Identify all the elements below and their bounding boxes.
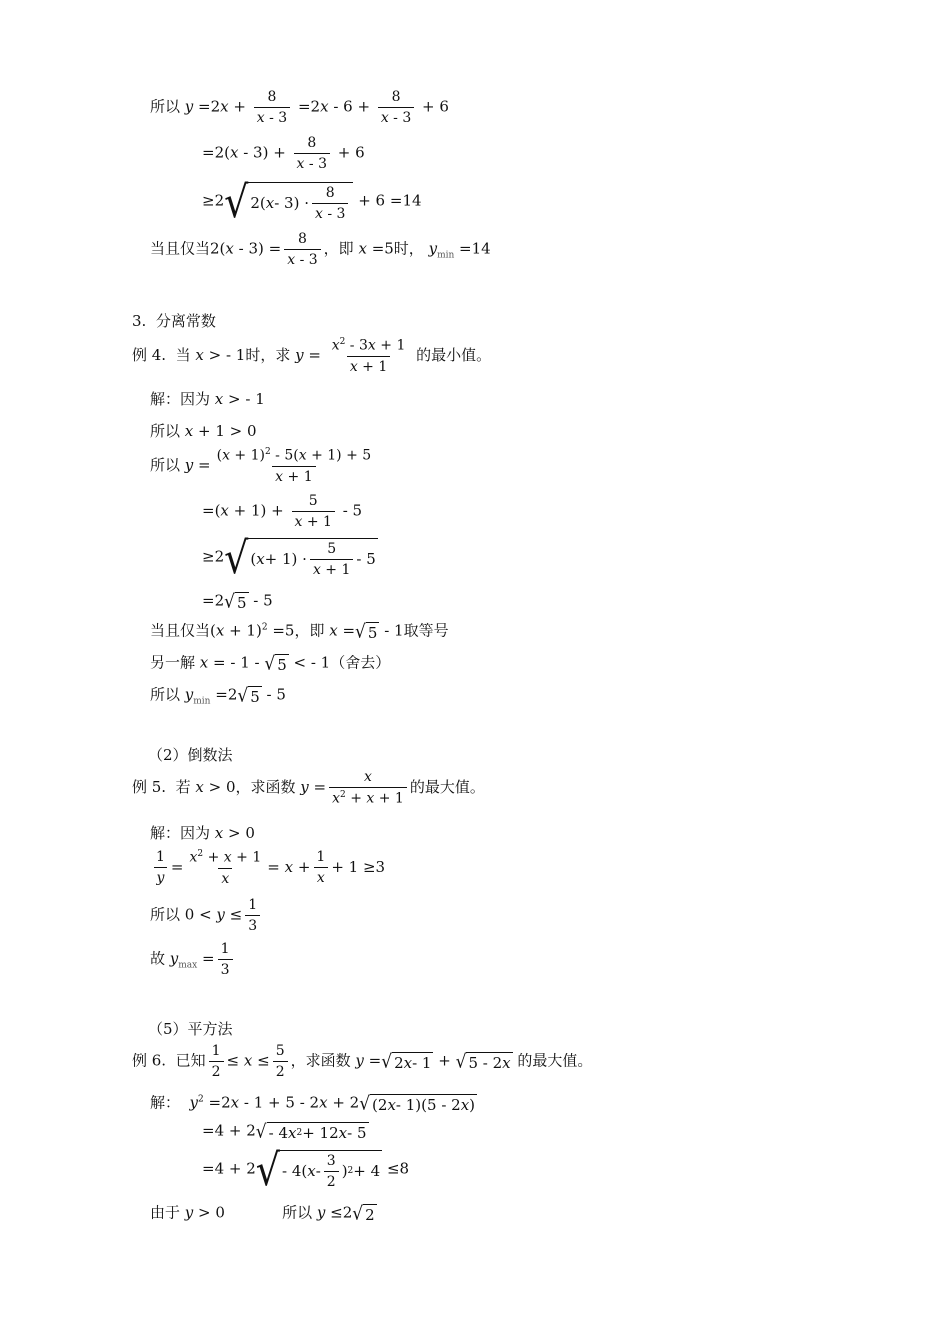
formula-line: =2 √ 5 - 5 [202,590,273,613]
formula-line: =2(x - 3) + $\frac{8}{x - 3}$ + 6 [202,135,365,172]
section-heading: （2）倒数法 [148,746,233,764]
example-5-heading: 例 5. 若 x > 0，求函数 y = $\frac{x}{x^2 + x + 1}$ 的最大值。 [132,769,485,807]
example-4-heading: 例 4. 当 x > - 1时，求 y = $\frac{x^2 - 3x + 1}{x + 1}$ 的最小值。 [132,337,492,375]
formula-line: =(x + 1) + $\frac{5}{x + 1}$ - 5 [202,493,363,530]
result-line: 由于 y > 0 所以 y ≤2 √ 2 [150,1202,375,1225]
text-line: 解：因为 x > 0 [150,824,255,842]
formula-line: 所以 y =2x + $\frac{8}{x - 3}$ =2x - 6 + $\frac{8}{x - 3}$ + 6 [150,89,449,126]
text-line: 另一解 x = - 1 - √ 5 < - 1（舍去） [150,652,391,675]
condition-line: 当且仅当$(x + 1)^2 =5$，即 x = √ 5 - 1取等号 [150,620,449,643]
result-line: 所以 $y_{min} =2$ √ 5 - 5 [150,684,286,707]
text-line: 解：因为 x > - 1 [150,390,265,408]
section-heading: 3. 分离常数 [132,312,216,330]
example-6-heading: 例 6. 已知 $\frac{1}{2}$ ≤ x ≤ $\frac{5}{2}$ ，求函数 y = √ 2 x - 1 + √ 5 - 2 x 的最大值。 [132,1043,593,1080]
formula-line: ≥2 √ 2( x - 3) · $\frac{8}{x - 3}$ + 6 =14 [202,176,422,228]
formula-line: ≥2 √ ( x + 1) · $\frac{5}{x + 1}$ - 5 [202,532,376,584]
formula-line: 所以 y = $\frac{(x + 1)^2 - 5(x + 1) + 5}{x + 1}$ [150,447,372,485]
condition-line: 当且仅当2(x - 3) = $\frac{8}{x - 3}$ ，即 x =5时， $y_{min} =14$ [150,231,491,268]
text-line: 所以 x + 1 > 0 [150,422,257,440]
formula-line: =4 + 2 √ - 4 x 2 + 12 x - 5 [202,1120,367,1143]
formula-line: $\frac{1}{y}$ = $\frac{x^2 + x + 1}{x}$ = x + $\frac{1}{x}$ + 1 ≥3 [150,850,385,886]
formula-line: =4 + 2 √ - 4( x - $\frac{3}{2}$ ) 2 + 4 ≤8 [202,1144,410,1196]
section-heading: （5）平方法 [148,1020,233,1038]
formula-line: 解： $y^2 =2x - 1 + 5 - 2x + 2$ √ (2 x - 1)(5 - 2 x ) [150,1092,476,1115]
formula-line: 所以 0 < y ≤ $\frac{1}{3}$ [150,898,263,933]
result-line: 故 $y_{max}$ = $\frac{1}{3}$ [150,942,236,977]
